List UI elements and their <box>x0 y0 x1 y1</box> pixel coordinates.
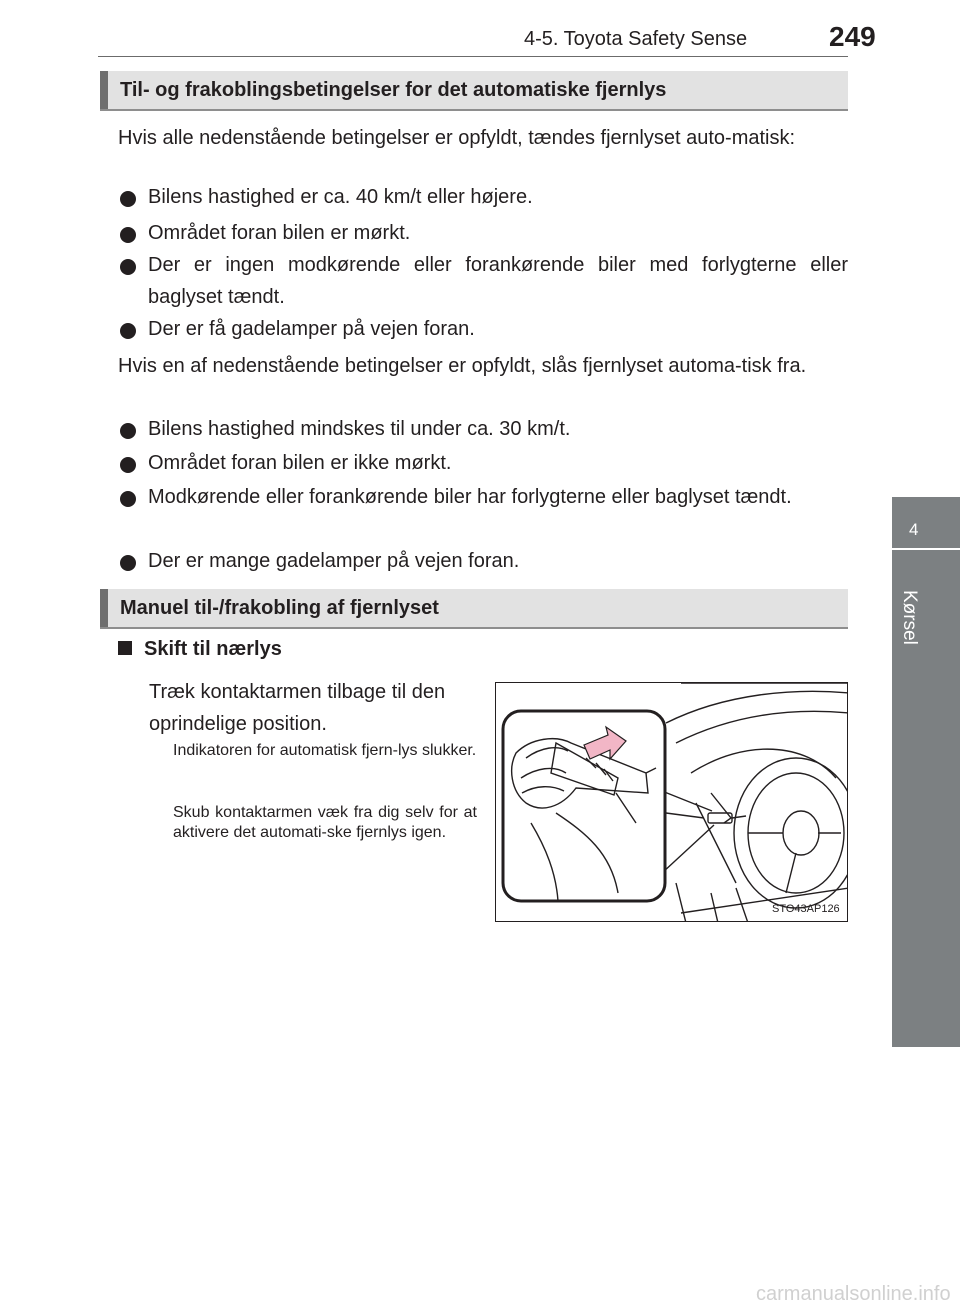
bullet-icon <box>120 191 136 207</box>
lever-illustration <box>495 682 848 922</box>
header-section-title: 4-5. Toyota Safety Sense <box>524 28 748 50</box>
subheading-low-beam <box>118 638 282 661</box>
chapter-title: Kørsel <box>899 590 920 645</box>
section-heading-manual <box>100 589 848 629</box>
list-item-text: Området foran bilen er mørkt. <box>148 222 411 244</box>
bullet-icon <box>120 555 136 571</box>
bullet-icon <box>120 227 136 243</box>
intro-on-paragraph: Hvis alle nedenstående betingelser er opfyldt, tændes fjernlyset auto-matisk: <box>118 127 796 149</box>
bullet-icon <box>120 457 136 473</box>
watermark: carmanualsonline.info <box>756 1283 951 1305</box>
note-text: Indikatoren for automatisk fjern-lys slukker. <box>173 742 477 759</box>
instruction-text: Træk kontaktarmen tilbage til den oprindelige position. <box>149 681 446 735</box>
subheading-text: Skift til nærlys <box>144 638 282 660</box>
intro-off-paragraph: Hvis en af nedenstående betingelser er opfyldt, slås fjernlyset automa-tisk fra. <box>118 355 807 377</box>
bullet-icon <box>120 323 136 339</box>
bullet-icon <box>120 259 136 275</box>
section-heading-conditions <box>100 71 848 111</box>
chapter-tab-divider <box>892 548 960 550</box>
section-heading-text: Manuel til-/frakobling af fjernlyset <box>120 597 439 619</box>
chapter-side-tab <box>892 497 960 1047</box>
detail-callout-frame <box>503 711 665 901</box>
list-item-text: Der er mange gadelamper på vejen foran. <box>148 550 520 572</box>
bullet-icon <box>120 491 136 507</box>
list-item-text: Bilens hastighed mindskes til under ca. 30 km/t. <box>148 418 571 440</box>
illustration-drawing <box>496 683 848 922</box>
note-text: Skub kontaktarmen væk fra dig selv for at aktivere det automati-ske fjernlys igen. <box>173 804 477 841</box>
chapter-number: 4 <box>909 520 919 539</box>
heading-accent-bar <box>100 589 108 627</box>
list-item-text: Bilens hastighed er ca. 40 km/t eller højere. <box>148 186 533 208</box>
list-item-text: Der er få gadelamper på vejen foran. <box>148 318 475 340</box>
list-item-text: Der er ingen modkørende eller forankørende biler med forlygterne eller baglyset tændt. <box>148 254 848 308</box>
square-bullet-icon <box>118 641 132 655</box>
list-item-text: Området foran bilen er ikke mørkt. <box>148 452 452 474</box>
header-rule <box>98 56 848 57</box>
section-heading-text: Til- og frakoblingsbetingelser for det automatiske fjernlys <box>120 79 667 101</box>
figure-code: STO43AP126 <box>772 903 840 915</box>
page-number: 249 <box>829 21 876 52</box>
heading-accent-bar <box>100 71 108 109</box>
bullet-icon <box>120 423 136 439</box>
list-item-text: Modkørende eller forankørende biler har forlygterne eller baglyset tændt. <box>148 486 792 508</box>
